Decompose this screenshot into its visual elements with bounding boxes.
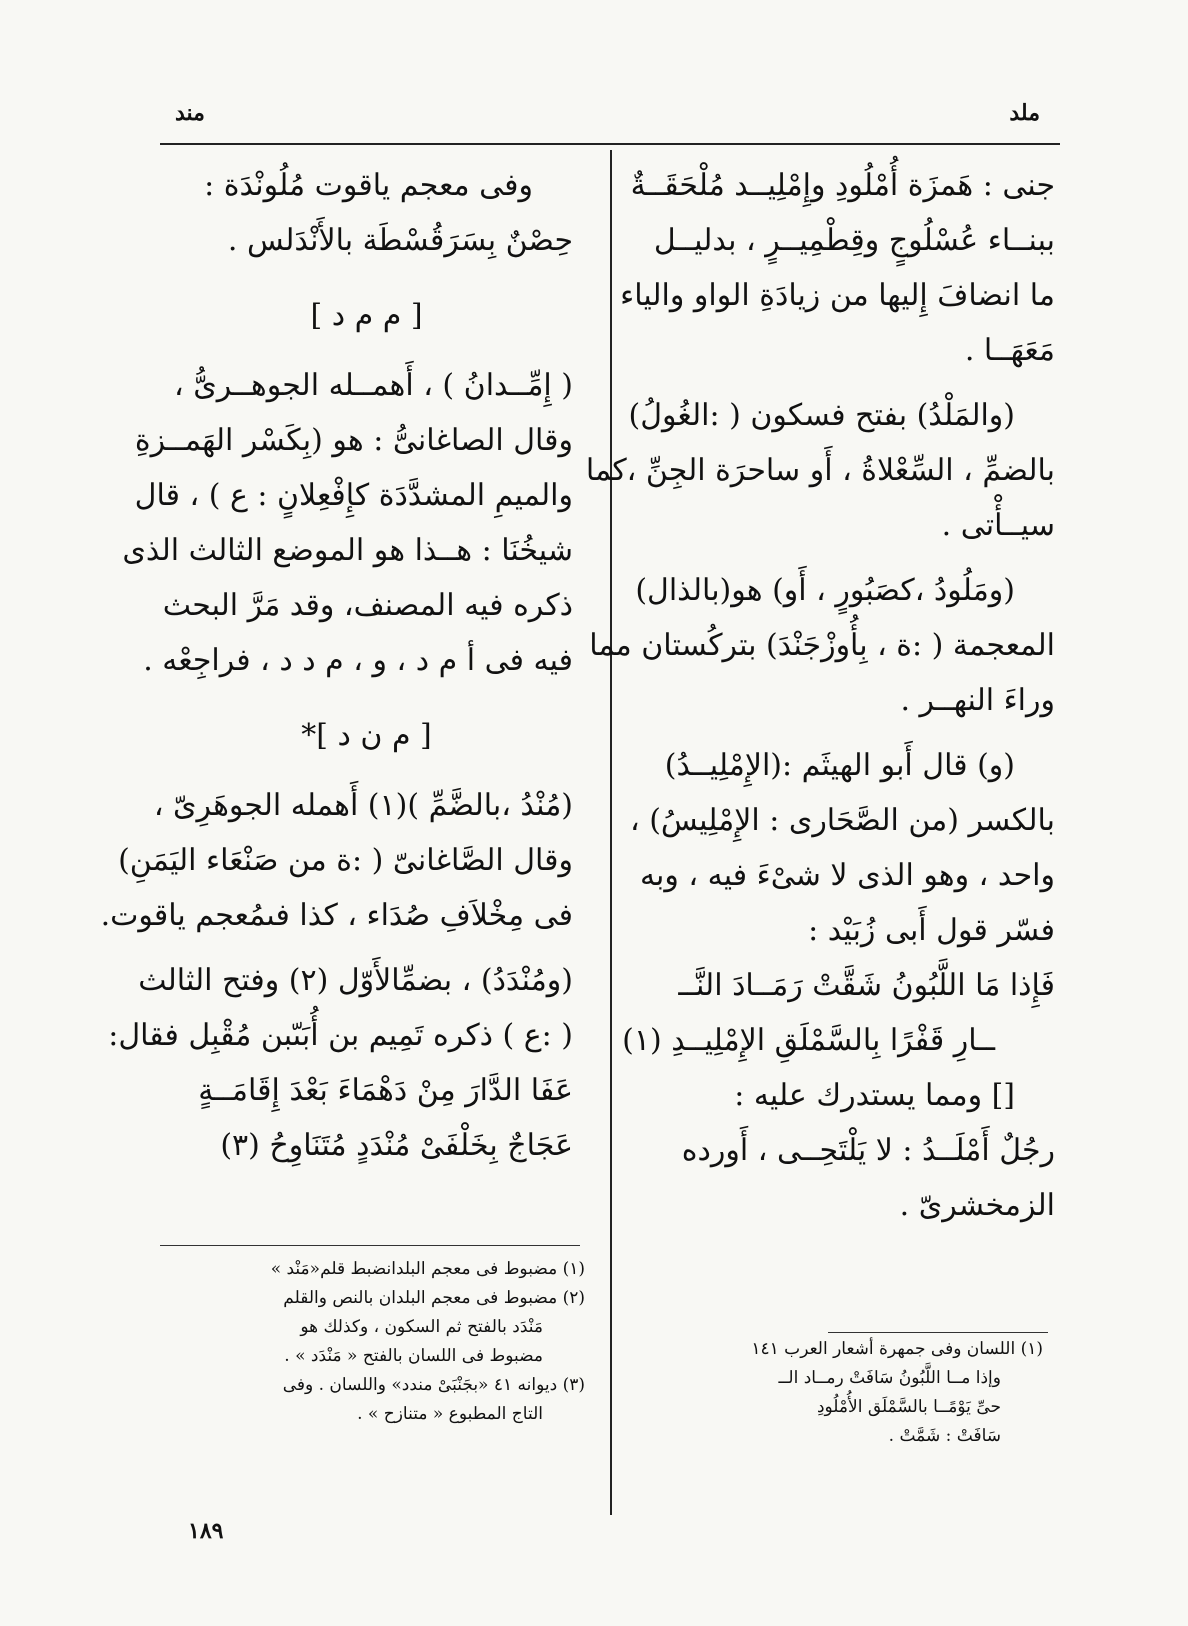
text-line: (و) قال أَبو الهيثَم :(الإِمْلِيــدُ) xyxy=(664,748,1015,783)
entry-heading: [ م ن د ]* xyxy=(301,718,432,753)
text-line: ببنــاء عُسْلُوجٍ وقِطْمِيــرٍ ، بدليــل xyxy=(653,223,1055,258)
text-line: حِصْنٌ بِسَرَقُسْطَة بالأَنْدَلس . xyxy=(227,223,573,258)
verse-line: عَفَا الدَّارَ مِنْ دَهْمَاءَ بَعْدَ إِقَامَــةٍ xyxy=(198,1073,573,1108)
footnotes-left xyxy=(165,1255,585,1429)
text-line: ( إِمِّــدانُ ) ، أَهمــله الجوهــرىُّ ، xyxy=(174,368,573,403)
entry-heading: [ م م د ] xyxy=(310,298,423,333)
right-column xyxy=(585,158,1055,1233)
running-head-right: ملد xyxy=(1009,100,1040,126)
text-line: ( :ع ) ذكره تَمِيم بن أُبَىّبن مُقْبِل فقال: xyxy=(108,1018,573,1053)
column-divider xyxy=(610,150,612,1515)
text-line: وراءَ النهــر . xyxy=(900,683,1055,718)
page-number: ١٨٩ xyxy=(188,1518,224,1544)
footnote: (٣) ديوانه ٤١ «بجَنْبَىْ مندد» واللسان . وفى xyxy=(282,1375,585,1395)
footnote: التاج المطبوع « متنازح » . xyxy=(357,1404,543,1424)
footnote: (١) اللسان وفى جمهرة أشعار العرب ١٤١ xyxy=(751,1339,1043,1359)
text-line: ما انضافَ إِليها من زيادَةِ الواو والياء xyxy=(620,278,1055,313)
text-line: جنى : هَمزَة أُمْلُودِ وإِمْلِيــد مُلْحَقَــةٌ xyxy=(630,168,1055,203)
text-line: بالضمِّ ، السِّعْلاةُ ، أَو ساحرَة الجِنِّ ،كما xyxy=(585,453,1055,488)
text-line: فيه فى أ م د ، و ، م د د ، فراجِعْه . xyxy=(143,643,573,678)
footnote: وإذا مــا اللَّبُونُ سَافَتْ رمــاد الــ xyxy=(778,1368,1001,1388)
text-line: سيــأْتى . xyxy=(941,508,1055,543)
text-line: (مُنْدُ ،بالضَّمِّ )(١) أَهمله الجوهَرِىّ ، xyxy=(153,788,573,823)
footnote-rule xyxy=(828,1332,1048,1333)
text-line: بالكسر (من الصَّحَارى : الإِمْلِيسُ) ، xyxy=(629,803,1055,838)
text-line: شيخُنَا : هــذا هو الموضع الثالث الذى xyxy=(122,533,573,568)
verse-line: عَجَاجٌ بِخَلْفَىْ مُنْدَدٍ مُتَنَاوِحُ (٣) xyxy=(220,1128,573,1163)
footnote-rule xyxy=(160,1245,580,1246)
text-line: فى مِخْلاَفِ صُدَاء ، كذا فىمُعجم ياقوت. xyxy=(100,898,573,933)
footnote: مضبوط فى اللسان بالفتح « مَنْدَد » . xyxy=(284,1346,543,1366)
running-head-left: مند xyxy=(175,100,205,126)
text-line: (ومُنْدَدُ) ، بضمِّالأَوّل (٢) وفتح الثالث xyxy=(138,963,573,998)
text-line: رجُلٌ أَمْلَــدُ : لا يَلْتَحِــى ، أَورده xyxy=(681,1133,1055,1168)
text-line: الزمخشرىّ . xyxy=(899,1188,1055,1223)
footnote: (١) مضبوط فى معجم البلدانضبط قلم«مَنْد » xyxy=(270,1259,585,1279)
verse-line: فَإِذا مَا اللَّبُونُ شَقَّتْ رَمَــادَ النَّــ xyxy=(678,968,1055,1003)
footnote: (٢) مضبوط فى معجم البلدان بالنص والقلم xyxy=(283,1288,585,1308)
footnote: سَافَتْ : شَمَّتْ . xyxy=(888,1426,1001,1446)
text-line: وقال الصاغانىُّ : هو (بِكَسْر الهَمــزةِ xyxy=(134,423,573,458)
text-line: فسّر قول أَبى زُبَيْد : xyxy=(808,913,1055,948)
text-line: ذكره فيه المصنف، وقد مَرَّ البحث xyxy=(162,588,573,623)
text-line: (والمَلْدُ) بفتح فسكون ( :الغُولُ) xyxy=(628,398,1015,433)
text-line: واحد ، وهو الذى لا شىْءَ فيه ، وبه xyxy=(639,858,1055,893)
text-line: (ومَلُودُ ،كصَبُورٍ ، أَو) هو(بالذال) xyxy=(635,573,1015,608)
text-line: والميمِ المشدَّدَة كإِفْعِلانٍ : ع ) ، قال xyxy=(134,478,573,513)
text-line: وفى معجم ياقوت مُلُونْدَة : xyxy=(204,168,533,203)
text-line: المعجمة ( :ة ، بِأُوزْجَنْدَ) بتركُستان مما xyxy=(589,628,1055,663)
text-line: وقال الصَّاغانىّ ( :ة من صَنْعَاء اليَمَنِ) xyxy=(118,843,573,878)
footnote: حىِّ يَوْمًــا بالسَّمْلَق الأُمْلُودِ xyxy=(816,1397,1001,1417)
mustadrak-line: [] ومما يستدرك عليه : xyxy=(734,1078,1015,1113)
footnote: مَنْدَد بالفتح ثم السكون ، وكذلك هو xyxy=(300,1317,543,1337)
header-rule xyxy=(160,143,1060,145)
footnotes-right xyxy=(613,1335,1043,1451)
left-column xyxy=(100,158,573,1173)
text-line: مَعَهَــا . xyxy=(964,333,1055,368)
verse-line: ــارِ قَفْرًا بِالسَّمْلَقِ الإِمْلِيــدِ (١) xyxy=(622,1023,995,1058)
